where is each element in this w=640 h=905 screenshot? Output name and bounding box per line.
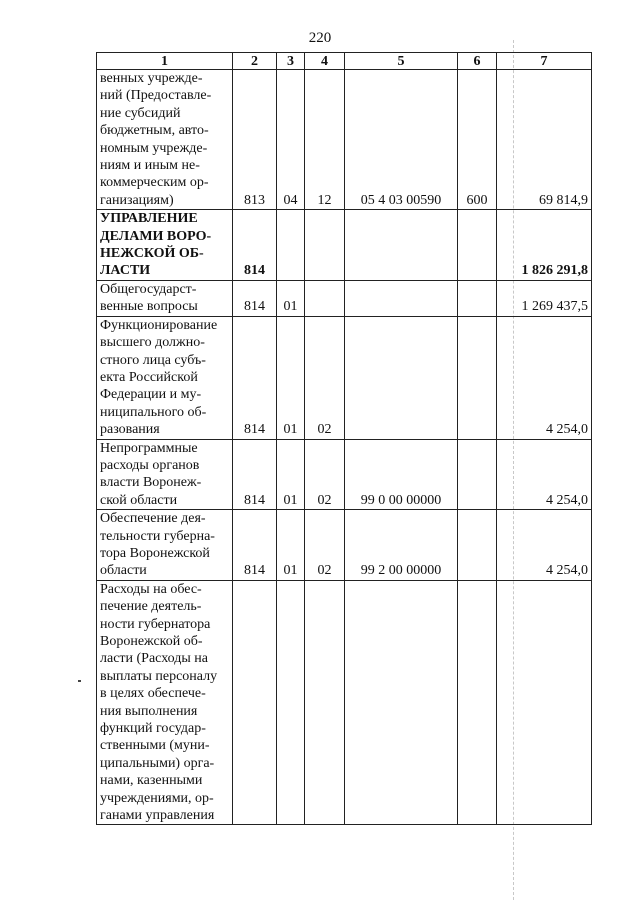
row-col4: 02 (305, 439, 345, 510)
table-row (97, 280, 592, 316)
row-col7 (497, 580, 592, 825)
row-col7: 1 826 291,8 (497, 210, 592, 281)
row-col2: 814 (233, 510, 277, 581)
row-col4: 02 (305, 510, 345, 581)
row-name: Расходы на обес- печение деятель- ности губернатора Воронежской об- ласти (Расходы на выплаты персоналу в целях обеспече- ния выполнения функций государ- ственными (муни- ципальными) орга- нами, казенными учреждениями, ор- ганами управления (97, 580, 233, 825)
row-col3: 01 (277, 316, 305, 439)
row-col6: 600 (458, 70, 497, 210)
row-name: Непрограммные расходы органов власти Воронеж- ской области (97, 439, 233, 510)
row-col6 (458, 510, 497, 581)
row-col6 (458, 210, 497, 281)
row-col2: 814 (233, 210, 277, 281)
row-col7: 4 254,0 (497, 316, 592, 439)
table-row (97, 510, 592, 581)
row-col6 (458, 316, 497, 439)
row-name: Общегосударст- венные вопросы (97, 280, 233, 316)
row-col4 (305, 280, 345, 316)
row-col4 (305, 580, 345, 825)
row-col7: 1 269 437,5 (497, 280, 592, 316)
column-header-5: 5 (345, 53, 458, 70)
row-col3: 04 (277, 70, 305, 210)
row-col4 (305, 210, 345, 281)
row-col5: 99 0 00 00000 (345, 439, 458, 510)
row-col6 (458, 280, 497, 316)
row-col6 (458, 580, 497, 825)
table-row (97, 210, 592, 281)
column-header-1: 1 (97, 53, 233, 70)
table-row (97, 316, 592, 439)
column-header-2: 2 (233, 53, 277, 70)
row-col2: 814 (233, 316, 277, 439)
row-col7: 69 814,9 (497, 70, 592, 210)
row-col3 (277, 210, 305, 281)
row-name: Функционирование высшего должно- стного лица субъ- екта Российской Федерации и му- ниципального об- разования (97, 316, 233, 439)
row-col2: 814 (233, 439, 277, 510)
table-row (97, 439, 592, 510)
row-col5: 99 2 00 00000 (345, 510, 458, 581)
row-col5 (345, 316, 458, 439)
row-col4: 12 (305, 70, 345, 210)
table-row (97, 70, 592, 210)
table-header-row (97, 53, 592, 70)
table-row (97, 580, 592, 825)
row-col5 (345, 210, 458, 281)
row-name: Обеспечение дея- тельности губерна- тора Воронежской области (97, 510, 233, 581)
row-col3: 01 (277, 439, 305, 510)
row-col2: 814 (233, 280, 277, 316)
row-col5 (345, 280, 458, 316)
row-col5: 05 4 03 00590 (345, 70, 458, 210)
column-header-4: 4 (305, 53, 345, 70)
row-col7: 4 254,0 (497, 510, 592, 581)
scan-artifact-speck (78, 680, 81, 682)
row-col5 (345, 580, 458, 825)
row-col4: 02 (305, 316, 345, 439)
column-header-6: 6 (458, 53, 497, 70)
column-header-7: 7 (497, 53, 592, 70)
row-col6 (458, 439, 497, 510)
row-col3 (277, 580, 305, 825)
row-col2: 813 (233, 70, 277, 210)
row-col2 (233, 580, 277, 825)
row-name: венных учрежде- ний (Предоставле- ние субсидий бюджетным, авто- номным учрежде- ниям и иным не- коммерческим ор- ганизациям) (97, 70, 233, 210)
budget-table (96, 52, 592, 825)
column-header-3: 3 (277, 53, 305, 70)
row-col3: 01 (277, 280, 305, 316)
row-col3: 01 (277, 510, 305, 581)
row-name: УПРАВЛЕНИЕ ДЕЛАМИ ВОРО- НЕЖСКОЙ ОБ- ЛАСТИ (97, 210, 233, 281)
row-col7: 4 254,0 (497, 439, 592, 510)
page-number: 220 (308, 30, 332, 46)
